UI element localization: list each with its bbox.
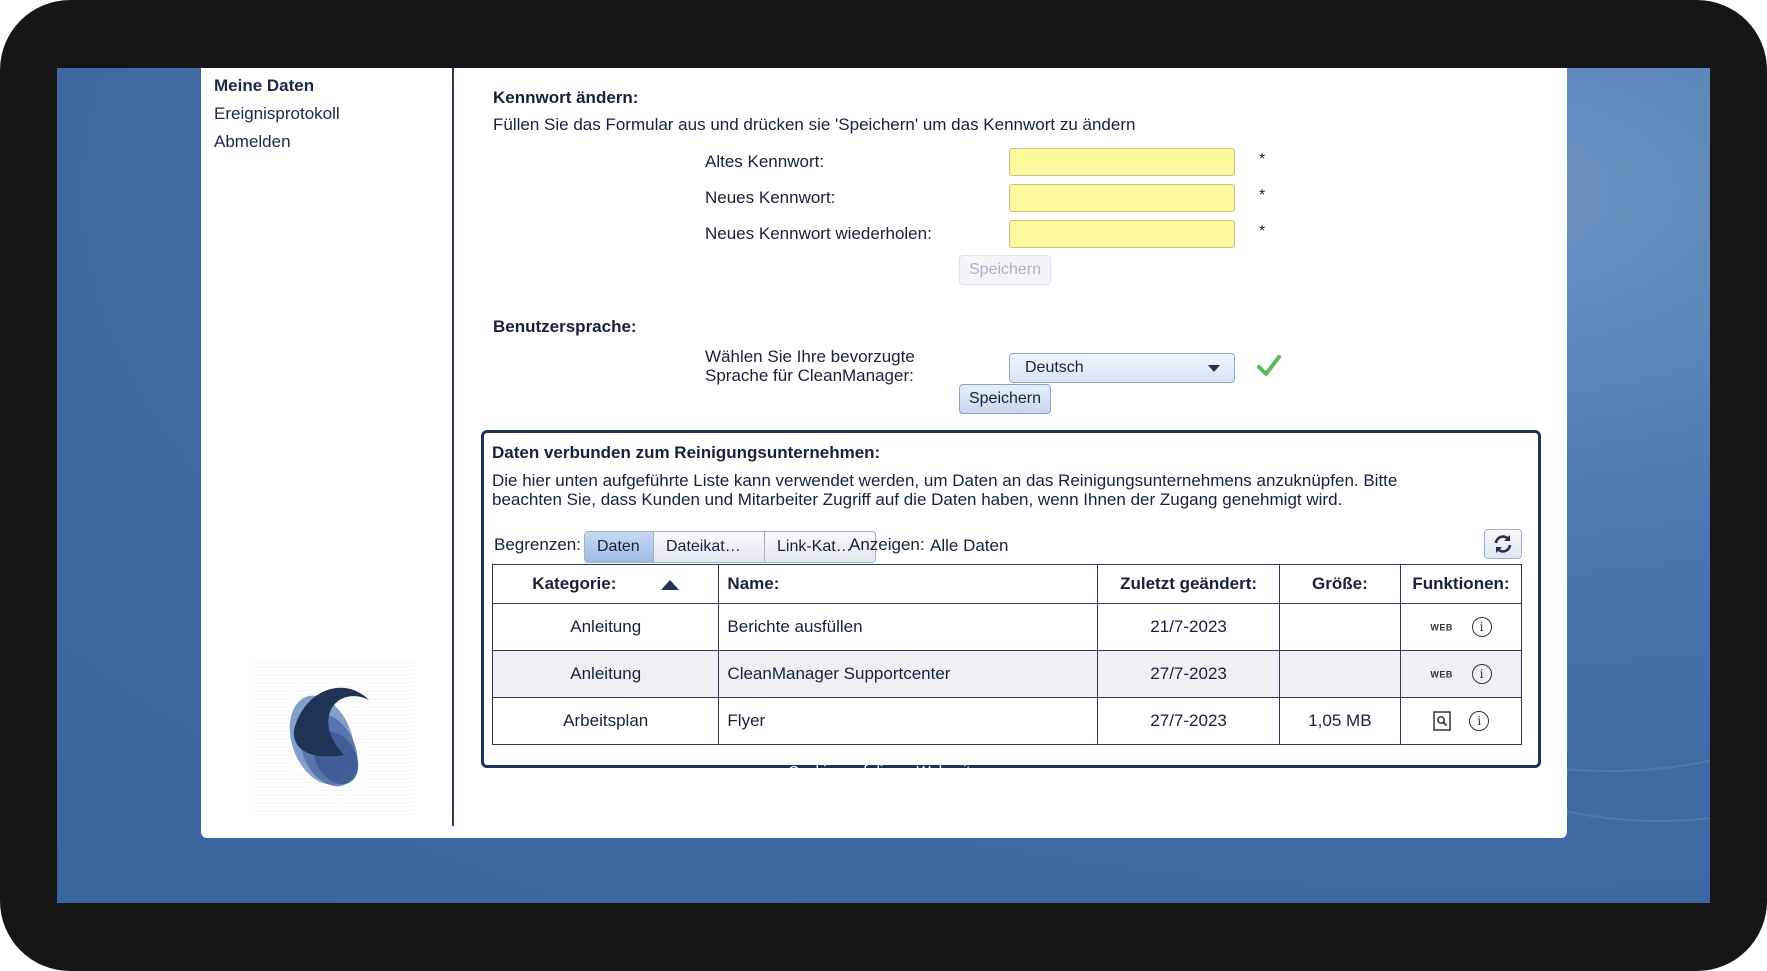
info-icon[interactable]: i (1469, 711, 1489, 731)
table-row[interactable] (493, 604, 1522, 651)
cell-category: Arbeitsplan (493, 698, 719, 745)
info-icon[interactable]: i (1472, 664, 1492, 684)
language-heading: Benutzersprache: (493, 317, 637, 336)
linked-data-description-line1: Die hier unten aufgeführte Liste kann verwendet werden, um Daten an das Reinigungsunternehmens anzuknüpfen. Bitte (492, 471, 1398, 490)
cell-modified: 27/7-2023 (1098, 651, 1280, 698)
column-header-kategorie[interactable] (493, 565, 719, 604)
required-mark: * (1259, 187, 1266, 204)
required-mark: * (1259, 151, 1266, 168)
cell-functions (1400, 651, 1521, 698)
cell-category: Anleitung (493, 651, 719, 698)
nav-item-ereignisprotokoll[interactable]: Ereignisprotokoll (214, 104, 340, 123)
sidebar-nav (214, 72, 444, 156)
old-password-label: Altes Kennwort: (705, 152, 825, 171)
column-header-zuletzt-geaendert[interactable]: Zuletzt geändert: (1098, 565, 1280, 604)
repeat-password-input[interactable] (1009, 220, 1235, 248)
cell-name: Berichte ausfüllen (719, 604, 1098, 651)
old-password-input[interactable] (1009, 148, 1235, 176)
cell-name: CleanManager Supportcenter (719, 651, 1098, 698)
column-header-label: Kategorie: (532, 574, 617, 593)
linked-data-table (492, 564, 1522, 745)
cell-size (1279, 604, 1400, 651)
filter-option-daten[interactable]: Daten (585, 532, 654, 562)
column-header-groesse[interactable]: Größe: (1279, 565, 1400, 604)
language-select[interactable] (1009, 353, 1235, 383)
filter-label: Begrenzen: (494, 535, 581, 554)
brand-logo (254, 660, 414, 818)
table-header-row (493, 565, 1522, 604)
refresh-icon (1485, 530, 1521, 558)
column-header-name[interactable]: Name: (719, 565, 1098, 604)
language-select-value: Deutsch (1025, 359, 1084, 376)
password-heading: Kennwort ändern: (493, 88, 639, 107)
filter-option-dateikategorie[interactable]: Dateikat… (654, 532, 765, 562)
language-prompt-line1: Wählen Sie Ihre bevorzugte (705, 347, 915, 366)
required-mark: * (1259, 223, 1266, 240)
chevron-down-icon (1208, 365, 1220, 372)
table-row[interactable] (493, 651, 1522, 698)
new-password-input[interactable] (1009, 184, 1235, 212)
sidebar-divider (452, 68, 454, 826)
web-link-icon[interactable]: WEB (1430, 669, 1453, 680)
footer-copyright: © Copyright 2009-2023 CleanManager ApS - USt.-ID-Nr.: DK39230992 - Holkebjergvej 74, 5250 Odense SV (523, 744, 1244, 761)
cell-functions (1400, 698, 1521, 745)
file-preview-icon[interactable] (1433, 711, 1451, 731)
desktop-background (57, 68, 1710, 903)
nav-item-meine-daten[interactable]: Meine Daten (214, 76, 315, 95)
save-password-button[interactable]: Speichern (959, 255, 1051, 285)
info-icon[interactable]: i (1472, 617, 1492, 637)
nav-item-abmelden[interactable]: Abmelden (214, 132, 291, 151)
show-label: Anzeigen: (849, 535, 925, 554)
cell-functions (1400, 604, 1521, 651)
cell-size (1279, 651, 1400, 698)
linked-data-heading: Daten verbunden zum Reinigungsunternehmen: (492, 443, 881, 462)
sort-ascending-icon (661, 580, 679, 590)
language-prompt-line2: Sprache für CleanManager: (705, 366, 914, 385)
linked-data-description-line2: beachten Sie, dass Kunden und Mitarbeiter Zugriff auf die Daten haben, wenn Ihnen der Zugang genehmigt wird. (492, 490, 1343, 509)
web-link-icon[interactable]: WEB (1430, 622, 1453, 633)
save-language-button[interactable]: Speichern (959, 384, 1051, 414)
linked-data-box (481, 430, 1541, 768)
main-panel (201, 68, 1567, 838)
filter-option-linkkategorie[interactable]: Link-Kat… (765, 532, 875, 562)
show-value[interactable]: Alle Daten (930, 536, 1009, 555)
cell-name: Flyer (719, 698, 1098, 745)
new-password-label: Neues Kennwort: (705, 188, 836, 207)
cell-category: Anleitung (493, 604, 719, 651)
filter-segmented-control (584, 531, 876, 563)
repeat-password-label: Neues Kennwort wiederholen: (705, 224, 932, 243)
checkmark-icon (1255, 352, 1283, 380)
wave-logo-icon (254, 660, 414, 818)
cell-modified: 21/7-2023 (1098, 604, 1280, 651)
table-row[interactable] (493, 698, 1522, 745)
column-header-funktionen: Funktionen: (1400, 565, 1521, 604)
refresh-button[interactable] (1484, 529, 1522, 559)
cell-modified: 27/7-2023 (1098, 698, 1280, 745)
footer-cookies-link[interactable]: Cookies auf dieser Webseite (788, 763, 979, 780)
password-description: Füllen Sie das Formular aus und drücken sie 'Speichern' um das Kennwort zu ändern (493, 115, 1136, 134)
cell-size: 1,05 MB (1279, 698, 1400, 745)
